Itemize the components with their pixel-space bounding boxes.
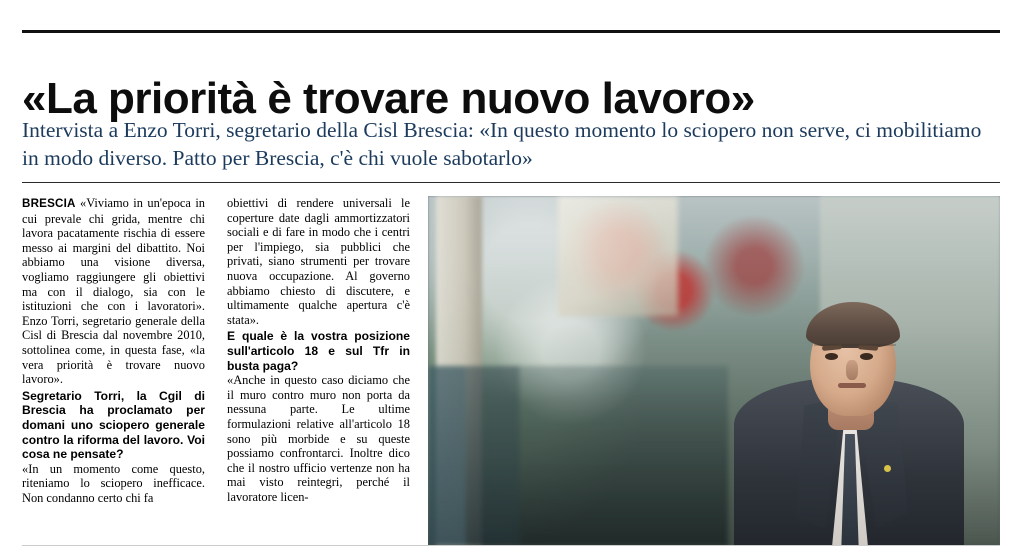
column2-answer: «Anche in questo caso diciamo che il muro contro muro non porta da nessuna parte. Le ultime formulazioni relative all'articolo 18 sono più morbide e su queste possiamo confrontarci. Inoltre dico che il nostro ufficio vertenze non ha mai visto reintegri, perché il lavoratore licen- (227, 373, 410, 504)
column1-lead-paragraph (22, 196, 205, 387)
article-photo (428, 196, 1000, 546)
dateline: BRESCIA (22, 197, 76, 210)
column1-lead-text: «Viviamo in un'epoca in cui prevale chi grida, mentre chi lavora pacatamente rischia di essere messo ai margini del dibattito. Noi abbiamo una visione diversa, vogliamo raggiungere gli obiettivi ma con il dialogo, sia con le istituzioni che con i lavoratori». Enzo Torri, segretario generale della Cisl di Brescia dal novembre 2010, sottolinea come, in questa fase, «la vera priorità è trovare nuovo lavoro». (22, 196, 205, 387)
article-body (22, 196, 422, 544)
photo-window-light (558, 196, 678, 316)
subject-lapel-pin (884, 465, 891, 472)
column2-paragraph-1: obiettivi di rendere universali le coperture date dagli ammortizzatori sociali e di fare in modo che i centri per l'impiego, sia pubblici che privati, siano strumenti per trovare nuova occupazione. Al governo abbiamo chiesto di discutere, e ultimamente qualche apertura c'è stata». (227, 196, 410, 327)
article-column-2 (227, 196, 410, 544)
subject-nose (846, 360, 858, 380)
photo-foreground-chairs (428, 366, 728, 546)
top-divider (22, 30, 1000, 33)
column1-question: Segretario Torri, la Cgil di Brescia ha proclamato per domani uno sciopero generale contro la riforma del lavoro. Voi cosa ne pensate? (22, 388, 205, 462)
subject-hair (806, 302, 900, 348)
page-title: «La priorità è trovare nuovo lavoro» (22, 74, 755, 124)
header-divider (22, 182, 1000, 183)
article-subhead: Intervista a Enzo Torri, segretario della Cisl Brescia: «In questo momento lo sciopero non serve, ci mobilitiamo in modo diverso. Patto per Brescia, c'è chi vuole sabotarlo» (22, 118, 982, 170)
column1-answer: «In un momento come questo, riteniamo lo sciopero inefficace. Non condanno certo chi fa (22, 461, 205, 505)
article-column-1 (22, 196, 205, 544)
photo-subject-portrait (734, 246, 964, 546)
subject-mouth (838, 383, 866, 388)
column2-question: E quale è la vostra posizione sull'articolo 18 e sul Tfr in busta paga? (227, 329, 410, 373)
